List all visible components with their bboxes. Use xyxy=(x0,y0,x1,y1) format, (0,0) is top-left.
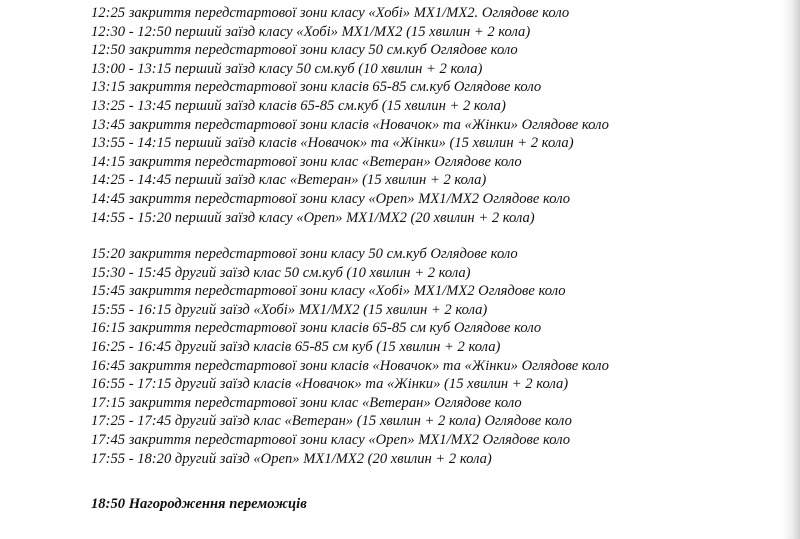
schedule-line: 17:55 - 18:20 другий заїзд «Open» MX1/MX2 (20 хвилин + 2 кола) xyxy=(91,450,492,467)
schedule-line: 13:15 закриття передстартової зони класів 65-85 см.куб Оглядове коло xyxy=(91,79,542,96)
schedule-line: 16:15 закриття передстартової зони класів 65-85 см куб Оглядове коло xyxy=(91,320,542,337)
schedule-line: 16:25 - 16:45 другий заїзд класів 65-85 см куб (15 хвилин + 2 кола) xyxy=(91,338,501,355)
schedule-line: 15:20 закриття передстартової зони класу 50 см.куб Оглядове коло xyxy=(91,246,518,262)
schedule-line: 16:55 - 17:15 другий заїзд класів «Новачок» та «Жінки» (15 хвилин + 2 кола) xyxy=(91,376,569,393)
schedule-line: 15:30 - 15:45 другий заїзд клас 50 см.куб (10 хвилин + 2 кола) xyxy=(91,264,471,281)
schedule-line: 13:45 закриття передстартової зони класів «Новачок» та «Жінки» Оглядове коло xyxy=(91,116,609,133)
schedule-line: 14:45 закриття передстартової зони класу «Open» MX1/MX2 Оглядове коло xyxy=(91,190,571,207)
schedule-line: 17:15 закриття передстартової зони клас «Ветеран» Оглядове коло xyxy=(91,394,522,411)
awards-line: 18:50 Нагородження переможців xyxy=(91,496,307,512)
schedule-block-first-heats xyxy=(91,4,609,227)
schedule-line: 15:55 - 16:15 другий заїзд «Хобі» MX1/MX2 (15 хвилин + 2 кола) xyxy=(91,301,488,318)
schedule-line: 15:45 закриття передстартової зони класу «Хобі» MX1/MX2 Оглядове коло xyxy=(91,283,566,300)
schedule-line: 13:00 - 13:15 перший заїзд класу 50 см.куб (10 хвилин + 2 кола) xyxy=(91,60,483,77)
schedule-block-second-heats xyxy=(91,245,609,468)
schedule-line: 13:25 - 13:45 перший заїзд класів 65-85 см.куб (15 хвилин + 2 кола) xyxy=(91,97,506,114)
schedule-line: 14:25 - 14:45 перший заїзд клас «Ветеран» (15 хвилин + 2 кола) xyxy=(91,172,487,189)
schedule-line: 12:30 - 12:50 перший заїзд класу «Хобі» MX1/MX2 (15 хвилин + 2 кола) xyxy=(91,23,531,40)
schedule-line: 12:50 закриття передстартової зони класу 50 см.куб Оглядове коло xyxy=(91,42,518,59)
schedule-line: 14:55 - 15:20 перший заїзд класу «Open» MX1/MX2 (20 хвилин + 2 кола) xyxy=(91,209,535,226)
page-edge-shadow xyxy=(782,0,800,539)
schedule-line: 14:15 закриття передстартової зони клас «Ветеран» Оглядове коло xyxy=(91,153,522,170)
schedule-line: 17:45 закриття передстартової зони класу «Open» MX1/MX2 Оглядове коло xyxy=(91,431,571,448)
schedule-line: 17:25 - 17:45 другий заїзд клас «Ветеран» (15 хвилин + 2 кола) Оглядове коло xyxy=(91,413,572,430)
schedule-line: 16:45 закриття передстартової зони класів «Новачок» та «Жінки» Оглядове коло xyxy=(91,357,609,374)
schedule-line: 12:25 закриття передстартової зони класу «Хобі» MX1/MX2. Оглядове коло xyxy=(91,5,570,21)
schedule-line: 13:55 - 14:15 перший заїзд класів «Новачок» та «Жінки» (15 хвилин + 2 кола) xyxy=(91,135,574,152)
